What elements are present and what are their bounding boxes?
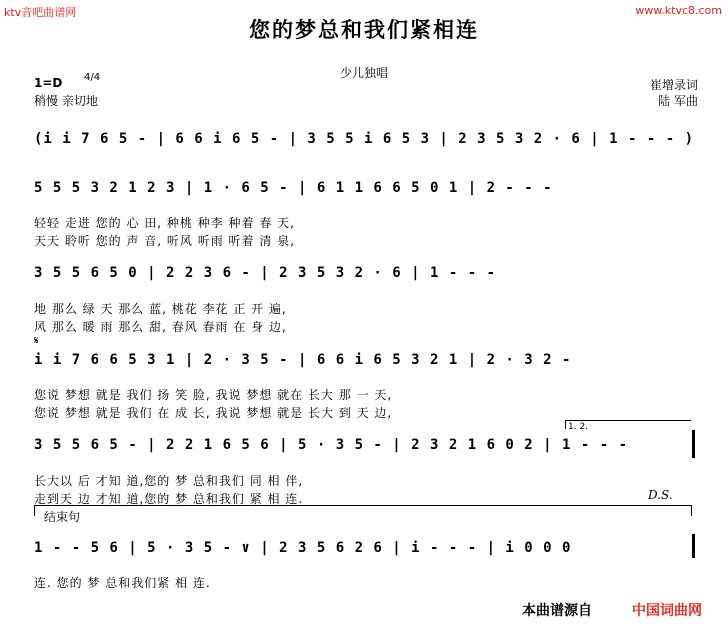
tempo-marking: 稍慢 亲切地: [34, 94, 98, 108]
time-signature: 4/4: [84, 72, 101, 83]
composer-credit: 陆 军曲: [658, 94, 698, 108]
lyric-line-2a: 地 那么 绿 天 那么 蓝, 桃花 李花 正 开 遍,: [34, 302, 287, 316]
lyric-line-3b: 您说 梦想 就是 我们 在 成 长, 我说 梦想 就是 长大 到 天 边,: [34, 406, 393, 420]
lyric-line-1a: 轻轻 走进 您的 心 田, 种桃 种李 种着 春 天,: [34, 216, 295, 230]
lyric-line-3a: 您说 梦想 就是 我们 扬 笑 脸, 我说 梦想 就在 长大 那 一 天,: [34, 388, 393, 402]
score-line-2: 3 5 5 6 5 0 | 2 2 3 6 - | 2 3 5 3 2 · 6 | 1 - - -: [34, 265, 497, 281]
lyric-line-4b: 走到天 边 才知 道,您的 梦 总和我们 紧 相 连.: [34, 492, 304, 506]
score-line-3: i i 7 6 6 5 3 1 | 2 · 3 5 - | 6 6 i 6 5 3 2 1 | 2 · 3 2 -: [34, 352, 572, 368]
score-line-1: 5 5 5 3 2 1 2 3 | 1 · 6 5 - | 6 1 1 6 6 5 0 1 | 2 - - -: [34, 180, 553, 196]
watermark-left: ktv音吧曲谱网: [4, 6, 77, 19]
lyric-line-1b: 天天 聆听 您的 声 音, 听风 听雨 听着 清 泉,: [34, 234, 295, 248]
footer-source: 本曲谱源自: [522, 603, 592, 619]
watermark-right: www.ktvc8.com: [635, 4, 722, 17]
lyric-line-4a: 长大以 后 才知 道,您的 梦 总和我们 同 相 伴,: [34, 474, 304, 488]
lyric-line-2b: 风 那么 暖 雨 那么 甜, 春风 春雨 在 身 边,: [34, 320, 287, 334]
footer-site: 中国词曲网: [632, 603, 702, 619]
final-barline: [692, 534, 695, 558]
score-line-5: 1 - - 5 6 | 5 · 3 5 - ∨ | 2 3 5 6 2 6 | i - - - | i 0 0 0: [34, 540, 572, 556]
volta-label: 1. 2.: [568, 422, 589, 432]
coda-bracket: [34, 505, 692, 516]
lyric-line-5: 连. 您的 梦 总和我们紧 相 连.: [34, 576, 211, 590]
lyricist-credit: 崔增录词: [649, 78, 698, 92]
segno-mark: 𝄋: [34, 334, 39, 347]
coda-label: 结束句: [44, 510, 81, 524]
dal-segno-mark: D.S.: [648, 488, 673, 502]
song-title: 您的梦总和我们紧相连: [249, 17, 479, 42]
song-subtitle: 少儿独唱: [339, 66, 388, 80]
score-line-4: 3 5 5 6 5 - | 2 2 1 6 5 6 | 5 · 3 5 - | 2 3 2 1 6 0 2 | 1 - - -: [34, 437, 629, 453]
key-signature: 1=D: [34, 76, 63, 90]
repeat-barline: [692, 430, 695, 458]
score-intro: (i i 7 6 5 - | 6 6 i 6 5 - | 3 5 5 i 6 5 3 | 2 3 5 3 2 · 6 | 1 - - - ): [34, 131, 695, 147]
